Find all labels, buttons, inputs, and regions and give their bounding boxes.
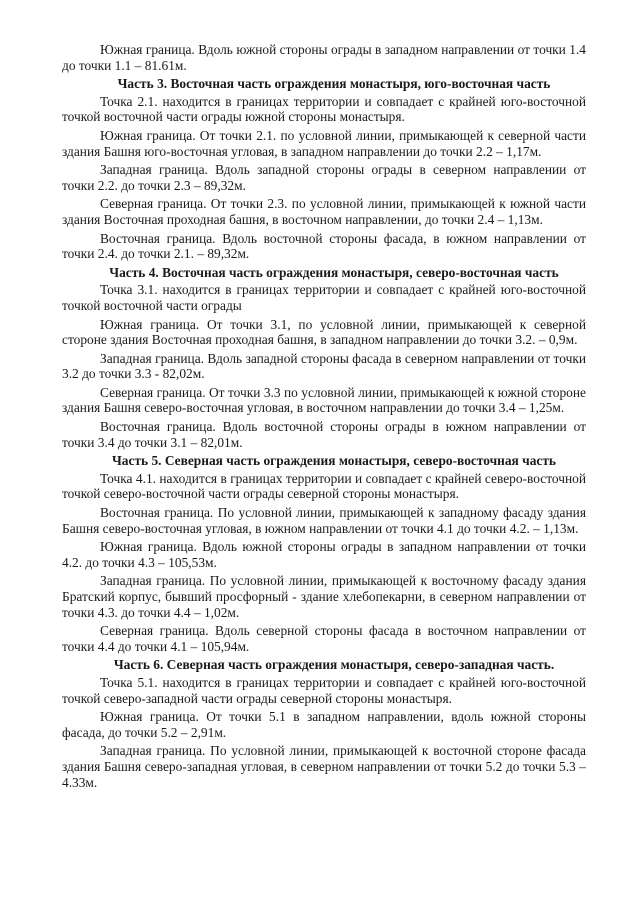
paragraph: Восточная граница. Вдоль восточной стороны ограды в южном направлении от точки 3.4 до точки 3.1 – 82,01м. [62, 419, 586, 450]
section-heading: Часть 3. Восточная часть ограждения монастыря, юго-восточная часть [117, 76, 551, 92]
paragraph: Северная граница. От точки 2.3. по условной линии, примыкающей к южной части здания Восточная проходная башня, в восточном направлении, до точки 2.4 – 1,13м. [62, 196, 586, 227]
paragraph: Западная граница. Вдоль западной стороны фасада в северном направлении от точки 3.2 до точки 3.3 - 82,02м. [62, 350, 586, 382]
section-heading: Часть 6. Северная часть ограждения монастыря, северо-западная часть. [113, 657, 555, 673]
paragraph: Южная граница. Вдоль южной стороны ограды в западном направлении от точки 1.4 до точки 1.1 – 81.61м. [62, 42, 586, 73]
paragraph: Южная граница. От точки 5.1 в западном направлении, вдоль южной стороны фасада, до точки 5.2 – 2,91м. [62, 709, 586, 740]
paragraph: Северная граница. От точки 3.3 по условной линии, примыкающей к южной стороне здания Башня северо-восточная угловая, в восточном направлении до точки 3.4 – 1,25м. [62, 384, 586, 416]
paragraph: Южная граница. Вдоль южной стороны ограды в западном направлении от точки 4.2. до точки 4.3 – 105,53м. [62, 539, 586, 570]
paragraph: Южная граница. От точки 3.1, по условной линии, примыкающей к северной стороне здания Восточная проходная башня, в западном направлении до точки 3.2. – 0,9м. [62, 316, 586, 348]
paragraph: Точка 4.1. находится в границах территории и совпадает с крайней северо-восточной точкой северо-восточной части ограды северной стороны монастыря. [62, 470, 586, 502]
section-heading: Часть 4. Восточная часть ограждения монастыря, северо-восточная часть [109, 264, 559, 280]
paragraph: Западная граница. Вдоль западной стороны ограды в северном направлении от точки 2.2. до точки 2.3 – 89,32м. [62, 162, 586, 193]
paragraph: Южная граница. От точки 2.1. по условной линии, примыкающей к северной части здания Башня юго-восточная угловая, в западном направлении до точки 2.2 – 1,17м. [62, 127, 586, 159]
paragraph: Точка 2.1. находится в границах территории и совпадает с крайней юго-восточной точкой восточной части ограды южной стороны монастыря. [62, 93, 586, 125]
paragraph: Восточная граница. Вдоль восточной стороны фасада, в южном направлении от точки 2.4. до точки 2.1. – 89,32м. [62, 230, 586, 262]
paragraph: Западная граница. По условной линии, примыкающей к восточной стороне фасада здания Башня северо-западная угловая, в северном направлении от точки 5.2 до точки 5.3 – 4.33м. [62, 743, 586, 790]
section-heading: Часть 5. Северная часть ограждения монастыря, северо-восточная часть [111, 453, 556, 469]
paragraph: Западная граница. По условной линии, примыкающей к восточному фасаду здания Братский корпус, бывший просфорный - здание хлебопекарни, в северном направлении от точки 4.3. до точки 4.4 – 1,02м. [62, 573, 586, 620]
paragraph: Восточная граница. По условной линии, примыкающей к западному фасаду здания Башня северо-восточная угловая, в южном направлении от точки 4.1 до точки 4.2. – 1,13м. [62, 505, 586, 536]
paragraph: Точка 3.1. находится в границах территории и совпадает с крайней юго-восточной точкой восточной части ограды [62, 282, 586, 313]
document-page [62, 42, 586, 793]
paragraph: Северная граница. Вдоль северной стороны фасада в восточном направлении от точки 4.4 до точки 4.1 – 105,94м. [62, 623, 586, 654]
paragraph: Точка 5.1. находится в границах территории и совпадает с крайней юго-восточной точкой северо-западной части ограды северной стороны монастыря. [62, 674, 586, 706]
